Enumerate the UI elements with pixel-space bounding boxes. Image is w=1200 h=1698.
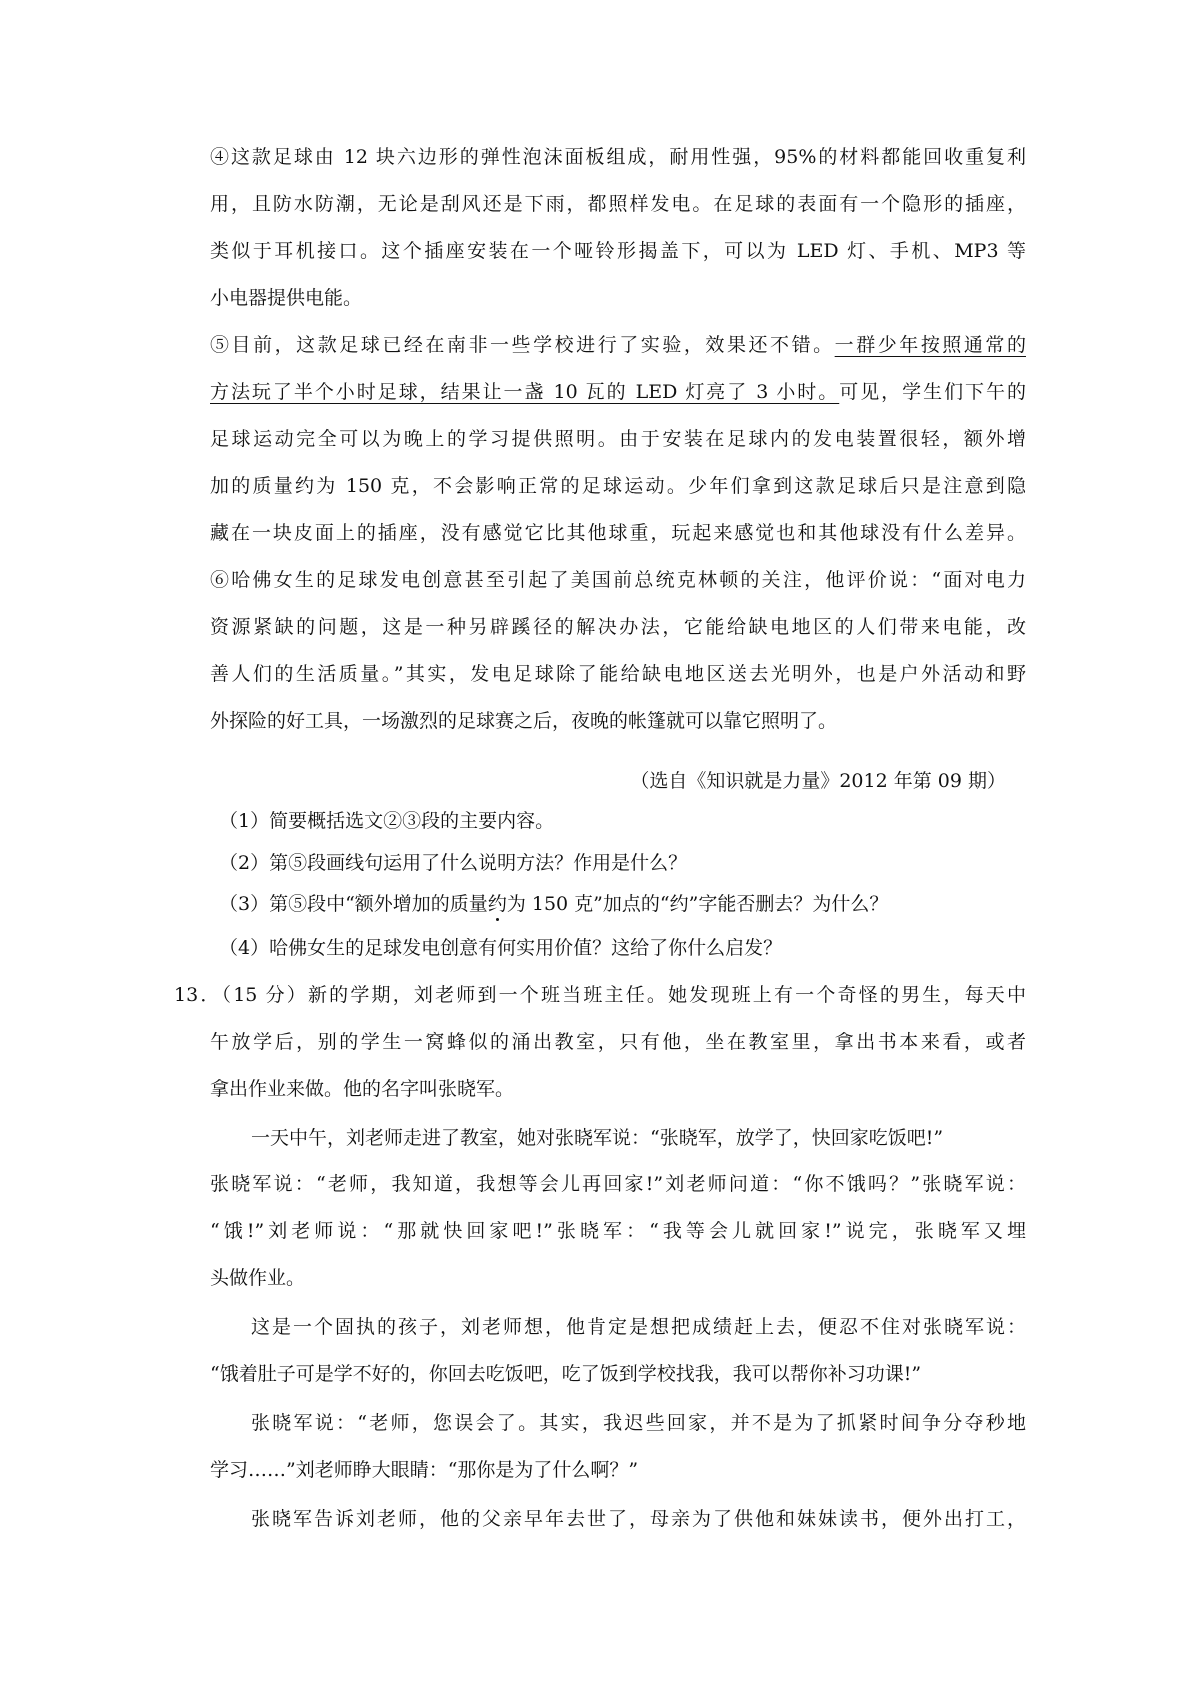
passage-para5-line-5: 藏在一块皮面上的插座，没有感觉它比其他球重，玩起来感觉也和其他球没有什么差异。: [210, 522, 1026, 544]
question-3-text-after: 为 150 克”加点的“约”字能否删去？为什么？: [506, 893, 889, 915]
passage-para6-line-2: 资源紧缺的问题，这是一种另辟蹊径的解决办法，它能给缺电地区的人们带来电能，改: [210, 616, 1026, 638]
story-para2-line-4: 头做作业。: [210, 1267, 306, 1289]
passage-para4-line-4: 小电器提供电能。: [210, 287, 363, 309]
passage-para4-line-1: ④这款足球由 12 块六边形的弹性泡沫面板组成，耐用性强，95%的材料都能回收重复利: [210, 146, 1026, 168]
passage-para5-line-2: [210, 379, 1026, 405]
story-para5-line-1: 张晓军告诉刘老师，他的父亲早年去世了，母亲为了供他和妹妹读书，便外出打工，: [251, 1508, 1026, 1530]
passage-para6-line-3: 善人们的生活质量。”其实，发电足球除了能给缺电地区送去光明外，也是户外活动和野: [210, 663, 1026, 685]
story-para3-line-2: “饿着肚子可是学不好的，你回去吃饭吧，吃了饭到学校找我，我可以帮你补习功课!”: [210, 1363, 922, 1385]
story-para2-line-3: “饿!”刘老师说：“那就快回家吧!”张晓军：“我等会儿就回家!”说完，张晓军又埋: [210, 1220, 1026, 1242]
question-13-intro-line-1: 13．（15 分）新的学期，刘老师到一个班当班主任。她发现班上有一个奇怪的男生，每天中: [174, 984, 1026, 1006]
story-para2-line-1: 一天中午，刘老师走进了教室，她对张晓军说：“张晓军，放学了，快回家吃饭吧!”: [251, 1127, 944, 1149]
question-3: [219, 891, 888, 917]
question-3-text-before: （3）第⑤段中“额外增加的质量: [219, 893, 488, 915]
para5-line2-text: 可见，学生们下午的: [839, 381, 1026, 403]
passage-para5-line-1: [210, 332, 1026, 358]
passage-para4-line-3: 类似于耳机接口。这个插座安装在一个哑铃形揭盖下，可以为 LED 灯、手机、MP3 等: [210, 240, 1026, 262]
question-1: （1）简要概括选文②③段的主要内容。: [219, 810, 555, 832]
passage-para6-line-4: 外探险的好工具，一场激烈的足球赛之后，夜晚的帐篷就可以靠它照明了。: [210, 710, 838, 732]
underlined-sentence-part-2: 方法玩了半个小时足球，结果让一盏 10 瓦的 LED 灯亮了 3 小时。: [210, 381, 840, 403]
question-13-intro-line-2: 午放学后，别的学生一窝蜂似的涌出教室，只有他，坐在教室里，拿出书本来看，或者: [210, 1031, 1026, 1053]
story-para4-line-2: 学习……”刘老师睁大眼睛：“那你是为了什么啊？”: [210, 1459, 639, 1481]
question-13-intro-line-3: 拿出作业来做。他的名字叫张晓军。: [210, 1078, 515, 1100]
para5-line1-text: ⑤目前，这款足球已经在南非一些学校进行了实验，效果还不错。: [210, 334, 835, 356]
story-para3-line-1: 这是一个固执的孩子，刘老师想，他肯定是想把成绩赶上去，便忍不住对张晓军说：: [251, 1316, 1026, 1338]
dotted-character: 约: [487, 893, 507, 915]
passage-para6-line-1: ⑥哈佛女生的足球发电创意甚至引起了美国前总统克林顿的关注，他评价说：“面对电力: [210, 569, 1026, 591]
passage-para5-line-3: 足球运动完全可以为晚上的学习提供照明。由于安装在足球内的发电装置很轻，额外增: [210, 428, 1026, 450]
question-4: （4）哈佛女生的足球发电创意有何实用价值？这给了你什么启发？: [219, 937, 783, 959]
passage-source: （选自《知识就是力量》2012 年第 09 期）: [630, 770, 1006, 792]
passage-para5-line-4: 加的质量约为 150 克，不会影响正常的足球运动。少年们拿到这款足球后只是注意到隐: [210, 475, 1026, 497]
question-2: （2）第⑤段画线句运用了什么说明方法？作用是什么？: [219, 852, 688, 874]
story-para4-line-1: 张晓军说：“老师，您误会了。其实，我迟些回家，并不是为了抓紧时间争分夺秒地: [251, 1412, 1026, 1434]
story-para2-line-2: 张晓军说：“老师，我知道，我想等会儿再回家!”刘老师问道：“你不饿吗？”张晓军说：: [210, 1173, 1026, 1195]
passage-para4-line-2: 用，且防水防潮，无论是刮风还是下雨，都照样发电。在足球的表面有一个隐形的插座，: [210, 193, 1026, 215]
underlined-sentence-part-1: 一群少年按照通常的: [834, 334, 1026, 356]
